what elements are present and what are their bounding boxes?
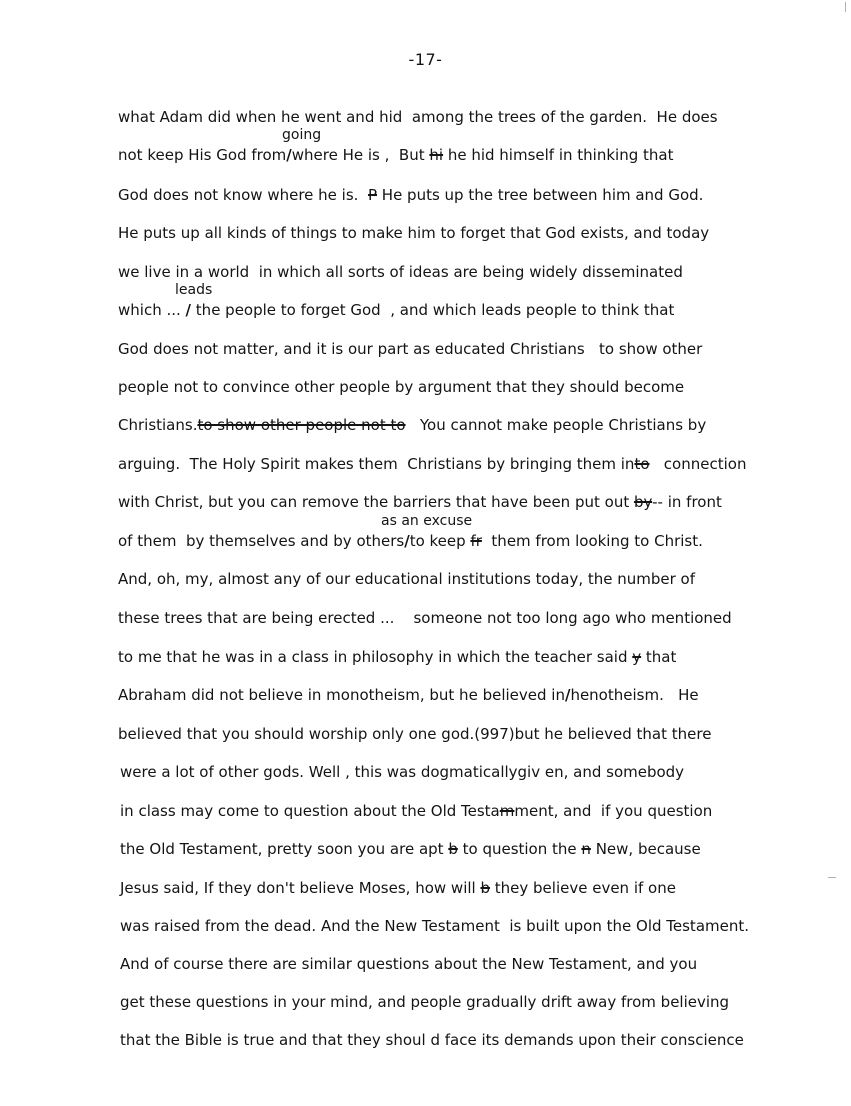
line-text: people not to convince other people by argument that they should become: [118, 378, 685, 396]
text-line: [118, 186, 703, 204]
line-text: He puts up all kinds of things to make him to forget that God exists, and today: [118, 224, 710, 242]
line-text: the people to forget God , and which leads people to think that: [191, 301, 675, 319]
interlinear-insertion: leads: [175, 282, 213, 298]
struck-text: fr: [470, 532, 482, 550]
line-text: believed that you should worship only one god.(997)but he believed that there: [118, 725, 712, 743]
line-text: He puts up the tree between him and God.: [377, 186, 704, 204]
line-text: these trees that are being erected ... someone not too long ago who mentioned: [118, 609, 732, 627]
line-text: Abraham did not believe in monotheism, but he believed in: [118, 686, 565, 704]
line-text: to question the: [457, 840, 582, 858]
line-text: the Old Testament, pretty soon you are apt: [120, 840, 449, 858]
line-text: where He is , But: [291, 146, 430, 164]
insertion-caret: /: [286, 146, 292, 164]
line-text: to me that he was in a class in philosophy in which the teacher said: [118, 648, 633, 666]
text-line: [120, 917, 749, 935]
text-line: [118, 263, 683, 281]
insertion-caret: /: [564, 686, 571, 704]
insertion-caret: /: [185, 301, 192, 319]
line-text: not keep His God from: [118, 146, 287, 164]
line-text: we live in a world in which all sorts of ideas are being widely disseminated: [118, 263, 683, 281]
struck-text: to: [634, 455, 650, 473]
text-line: [118, 108, 718, 126]
text-line: [118, 340, 702, 358]
insertion-caret: /: [404, 532, 410, 550]
line-text: with Christ, but you can remove the barriers that have been put out: [118, 493, 634, 511]
text-line: [120, 802, 712, 820]
line-text: to keep: [409, 532, 471, 550]
text-line: [120, 840, 701, 858]
struck-text: m: [499, 802, 515, 820]
page-number: -17-: [408, 50, 443, 69]
line-text: were a lot of other gods. Well , this was dogmaticallygiv en, and somebody: [120, 763, 685, 781]
text-line: [120, 993, 729, 1011]
line-text: in class may come to question about the Old Testa: [120, 802, 500, 820]
line-text: And, oh, my, almost any of our educational institutions today, the number of: [118, 570, 696, 588]
text-line: [120, 955, 697, 973]
text-line: [120, 879, 676, 897]
line-text: arguing. The Holy Spirit makes them Christians by bringing them in: [118, 455, 635, 473]
line-text: get these questions in your mind, and people gradually drift away from believing: [120, 993, 730, 1011]
text-line: [118, 725, 711, 743]
text-line: [118, 224, 709, 242]
text-line: [118, 455, 746, 473]
line-text: Jesus said, If they don't believe Moses, how will: [120, 879, 481, 897]
line-text: connection: [649, 455, 747, 473]
text-line: [118, 378, 684, 396]
line-text: New, because: [590, 840, 701, 858]
text-line: [118, 570, 695, 588]
line-text: Christians.: [118, 416, 198, 434]
line-text: that: [641, 648, 677, 666]
text-line: [118, 493, 722, 511]
text-line: [118, 648, 676, 666]
edge-mark-top-right: [845, 2, 846, 12]
text-line: [120, 763, 684, 781]
text-line: [120, 1031, 744, 1049]
line-text: was raised from the dead. And the New Testament is built upon the Old Testament.: [120, 917, 750, 935]
line-text: he hid himself in thinking that: [443, 146, 674, 164]
struck-text: by: [633, 493, 653, 511]
line-text: they believe even if one: [490, 879, 676, 897]
line-text: what Adam did when he went and hid among the trees of the garden. He does: [118, 108, 718, 126]
struck-text: P: [367, 186, 378, 204]
text-line: [118, 609, 732, 627]
line-text: And of course there are similar questions about the New Testament, and you: [120, 955, 698, 973]
line-text: -- in front: [652, 493, 722, 511]
line-text: that the Bible is true and that they shoul d face its demands upon their conscience: [120, 1031, 744, 1049]
struck-text: hi: [429, 146, 444, 164]
line-text: henotheism. He: [570, 686, 699, 704]
struck-text: n: [581, 840, 591, 858]
text-line: [118, 686, 699, 704]
struck-text: b: [448, 840, 458, 858]
struck-text: to show other people not to: [197, 416, 406, 434]
line-text: ment, and if you question: [514, 802, 713, 820]
line-text: them from looking to Christ.: [481, 532, 703, 550]
text-line: [118, 146, 673, 164]
interlinear-insertion: going: [282, 127, 322, 143]
interlinear-insertion: as an excuse: [381, 513, 473, 529]
line-text: God does not know where he is.: [118, 186, 368, 204]
edge-mark-right: [828, 877, 836, 878]
text-line: [118, 532, 703, 550]
line-text: of them by themselves and by others: [118, 532, 405, 550]
text-line: [118, 301, 674, 319]
text-line: [118, 416, 706, 434]
struck-text: b: [480, 879, 490, 897]
line-text: which ...: [118, 301, 186, 319]
line-text: You cannot make people Christians by: [405, 416, 707, 434]
line-text: God does not matter, and it is our part as educated Christians to show other: [118, 340, 703, 358]
struck-text: y: [632, 648, 642, 666]
